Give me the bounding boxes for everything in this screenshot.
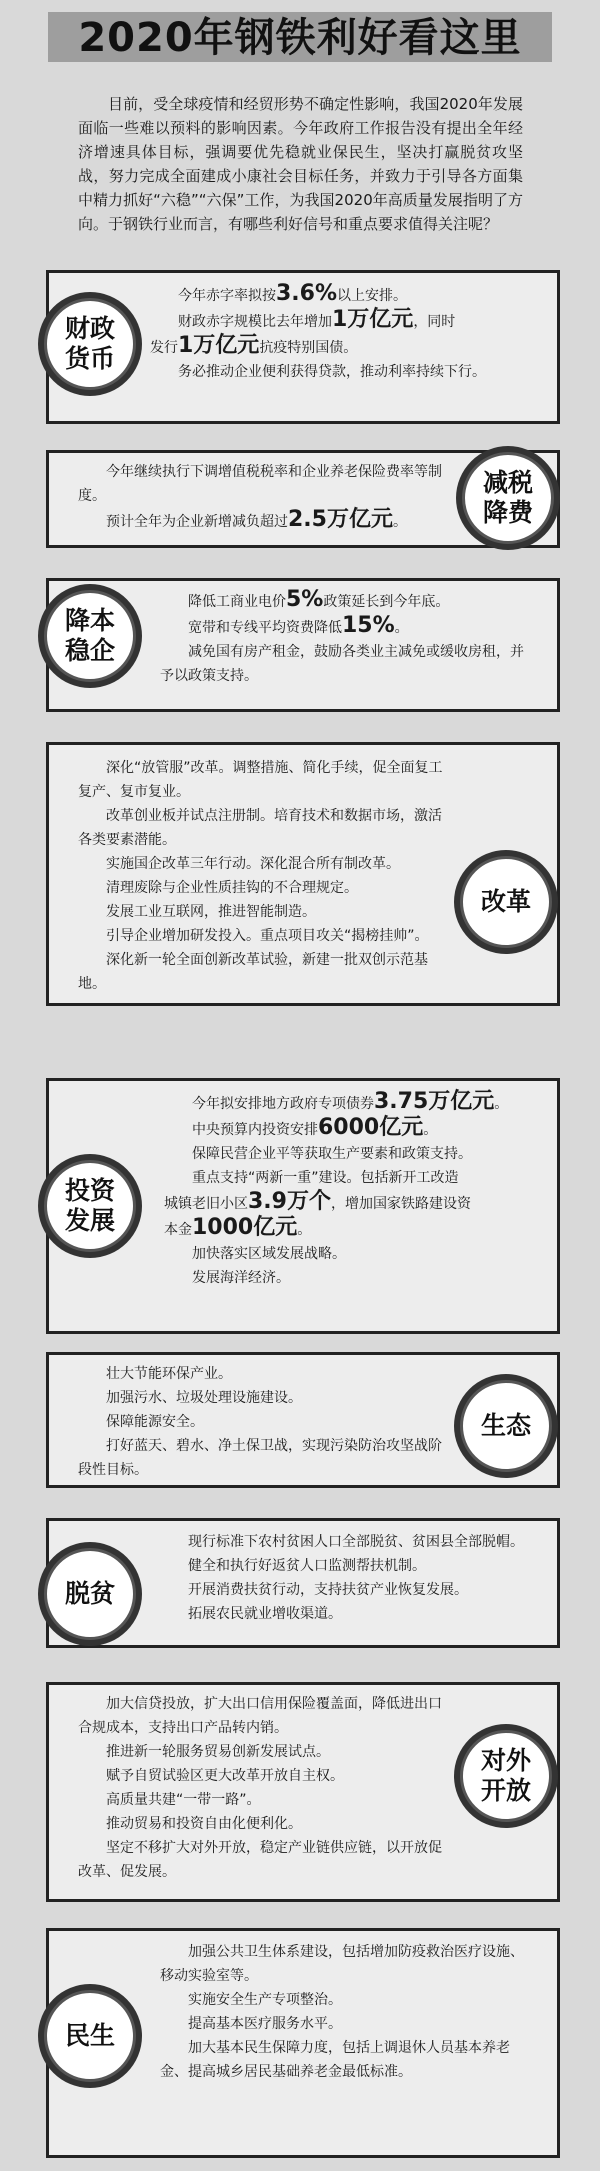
fiscal-highlight: 1万亿元 xyxy=(332,307,414,332)
cost-highlight: 5% xyxy=(286,587,324,612)
fiscal-text: 今年赤字率拟按 xyxy=(178,288,276,304)
tax-text: 预计全年为企业新增减负超过 xyxy=(106,514,288,530)
badge-open-label: 对外开放 xyxy=(480,1746,531,1805)
invest-line-8: 发展海洋经济。 xyxy=(192,1270,290,1286)
fiscal-highlight: 3.6% xyxy=(276,281,338,306)
invest-line-5 xyxy=(164,1190,534,1216)
section-reform-body xyxy=(78,756,448,996)
cost-line-2 xyxy=(160,614,530,640)
invest-text: 今年拟安排地方政府专项债券 xyxy=(192,1096,374,1112)
tax-highlight: 2.5万亿元 xyxy=(288,507,393,532)
invest-line-4: 重点支持“两新一重”建设。包括新开工改造 xyxy=(192,1170,459,1186)
fiscal-line-1 xyxy=(150,282,530,308)
people-item: 实施安全生产专项整治。 xyxy=(188,1992,342,2008)
eco-item: 打好蓝天、碧水、净土保卫战，实现污染防治攻坚战阶段性目标。 xyxy=(78,1438,442,1478)
fiscal-text: ，同时 xyxy=(413,314,456,330)
badge-eco xyxy=(460,1380,552,1472)
tax-line-2 xyxy=(78,508,448,534)
fiscal-line-3 xyxy=(150,334,530,360)
cost-highlight: 15% xyxy=(342,613,395,638)
section-fiscal-body xyxy=(150,282,530,384)
reform-item: 引导企业增加研发投入。重点项目攻关“揭榜挂帅”。 xyxy=(106,928,429,944)
badge-tax-label: 减税降费 xyxy=(482,468,533,527)
invest-highlight: 3.9万个 xyxy=(248,1189,331,1214)
fiscal-text: 以上安排。 xyxy=(337,288,408,304)
fiscal-text: 发行 xyxy=(150,340,178,356)
section-cost-body xyxy=(160,588,530,688)
reform-item: 实施国企改革三年行动。深化混合所有制改革。 xyxy=(106,856,400,872)
badge-reform xyxy=(460,856,552,948)
badge-tax xyxy=(462,452,554,544)
cost-line-3: 减免国有房产租金，鼓励各类业主减免或缓收房租，并予以政策支持。 xyxy=(160,644,524,684)
invest-line-1 xyxy=(164,1090,534,1116)
reform-item: 深化“放管服”改革。调整措施、简化手续，促全面复工复产、复市复业。 xyxy=(78,760,443,800)
open-item: 推动贸易和投资自由化便利化。 xyxy=(106,1816,302,1832)
invest-text: 。 xyxy=(423,1122,438,1138)
section-poverty-body xyxy=(160,1530,530,1626)
fiscal-text: 抗疫特别国债。 xyxy=(259,340,358,356)
cost-text: 。 xyxy=(394,620,409,636)
fiscal-text: 财政赤字规模比去年增加 xyxy=(178,314,332,330)
badge-cost-label: 降本稳企 xyxy=(64,606,115,665)
open-item: 坚定不移扩大对外开放，稳定产业链供应链，以开放促改革、促发展。 xyxy=(78,1840,442,1880)
reform-item: 发展工业互联网，推进智能制造。 xyxy=(106,904,316,920)
section-invest-body xyxy=(164,1090,534,1290)
reform-item: 改革创业板并试点注册制。培育技术和数据市场，激活各类要素潜能。 xyxy=(78,808,442,848)
invest-text: 。 xyxy=(494,1096,509,1112)
fiscal-line-2 xyxy=(150,308,530,334)
open-item: 赋予自贸试验区更大改革开放自主权。 xyxy=(106,1768,344,1784)
tax-text: 。 xyxy=(392,514,407,530)
invest-text: 。 xyxy=(297,1222,312,1238)
reform-item: 深化新一轮全面创新改革试验，新建一批双创示范基地。 xyxy=(78,952,428,992)
open-item: 推进新一轮服务贸易创新发展试点。 xyxy=(106,1744,330,1760)
badge-invest-label: 投资发展 xyxy=(64,1176,115,1235)
badge-fiscal-label: 财政货币 xyxy=(64,314,115,373)
badge-poverty-label: 脱贫 xyxy=(64,1579,115,1608)
invest-highlight: 6000亿元 xyxy=(318,1115,424,1140)
intro-paragraph: 目前，受全球疫情和经贸形势不确定性影响，我国2020年发展面临一些难以预料的影响因素。今年政府工作报告没有提出全年经济增速具体目标，强调要优先稳就业保民生，坚决打赢脱贫攻坚战，努力完成全面建成小康社会目标任务，并致力于引导各方面集中精力抓好“六稳”“六保”工作，为我国2020年高质量发展指明了方向。于钢铁行业而言，有哪些利好信号和重点要求值得关注呢？ xyxy=(78,95,523,233)
invest-text: ，增加国家铁路建设资 xyxy=(330,1196,471,1212)
badge-people-label: 民生 xyxy=(64,2021,115,2050)
invest-text: 本金 xyxy=(164,1222,192,1238)
eco-item: 加强污水、垃圾处理设施建设。 xyxy=(106,1390,302,1406)
invest-highlight: 3.75万亿元 xyxy=(374,1089,495,1114)
invest-line-6 xyxy=(164,1216,534,1242)
people-item: 加大基本民生保障力度，包括上调退休人员基本养老金、提高城乡居民基础养老金最低标准。 xyxy=(160,2040,510,2080)
invest-text: 城镇老旧小区 xyxy=(164,1196,248,1212)
page-title: 2020年钢铁利好看这里 xyxy=(78,15,522,61)
tax-line-1: 今年继续执行下调增值税税率和企业养老保险费率等制度。 xyxy=(78,464,442,504)
cost-text: 宽带和专线平均资费降低 xyxy=(188,620,342,636)
badge-reform-label: 改革 xyxy=(480,887,531,916)
badge-invest xyxy=(44,1160,136,1252)
fiscal-line-4: 务必推动企业便利获得贷款，推动利率持续下行。 xyxy=(178,364,486,380)
section-people-body xyxy=(160,1940,530,2084)
invest-line-7: 加快落实区域发展战略。 xyxy=(192,1246,346,1262)
badge-people xyxy=(44,1990,136,2082)
people-item: 提高基本医疗服务水平。 xyxy=(188,2016,342,2032)
invest-line-3: 保障民营企业平等获取生产要素和政策支持。 xyxy=(192,1146,472,1162)
section-eco-body xyxy=(78,1362,448,1482)
badge-eco-label: 生态 xyxy=(480,1411,531,1440)
reform-item: 清理废除与企业性质挂钩的不合理规定。 xyxy=(106,880,358,896)
invest-highlight: 1000亿元 xyxy=(192,1215,298,1240)
cost-line-1 xyxy=(160,588,530,614)
eco-item: 保障能源安全。 xyxy=(106,1414,204,1430)
badge-cost xyxy=(44,590,136,682)
section-tax-body xyxy=(78,460,448,534)
poverty-item: 拓展农民就业增收渠道。 xyxy=(188,1606,342,1622)
eco-item: 壮大节能环保产业。 xyxy=(106,1366,232,1382)
people-item: 加强公共卫生体系建设，包括增加防疫救治医疗设施、移动实验室等。 xyxy=(160,1944,524,1984)
badge-poverty xyxy=(44,1548,136,1640)
open-item: 高质量共建“一带一路”。 xyxy=(106,1792,261,1808)
open-item: 加大信贷投放，扩大出口信用保险覆盖面，降低进出口合规成本，支持出口产品转内销。 xyxy=(78,1696,442,1736)
badge-fiscal xyxy=(44,298,136,390)
poverty-item: 现行标准下农村贫困人口全部脱贫、贫困县全部脱帽。 xyxy=(188,1534,524,1550)
poverty-item: 开展消费扶贫行动，支持扶贫产业恢复发展。 xyxy=(188,1582,468,1598)
poverty-item: 健全和执行好返贫人口监测帮扶机制。 xyxy=(188,1558,426,1574)
invest-text: 中央预算内投资安排 xyxy=(192,1122,318,1138)
section-open-body xyxy=(78,1692,448,1884)
fiscal-highlight: 1万亿元 xyxy=(178,333,260,358)
cost-text: 政策延长到今年底。 xyxy=(323,594,450,610)
invest-line-2 xyxy=(164,1116,534,1142)
cost-text: 降低工商业电价 xyxy=(188,594,286,610)
badge-open xyxy=(460,1730,552,1822)
